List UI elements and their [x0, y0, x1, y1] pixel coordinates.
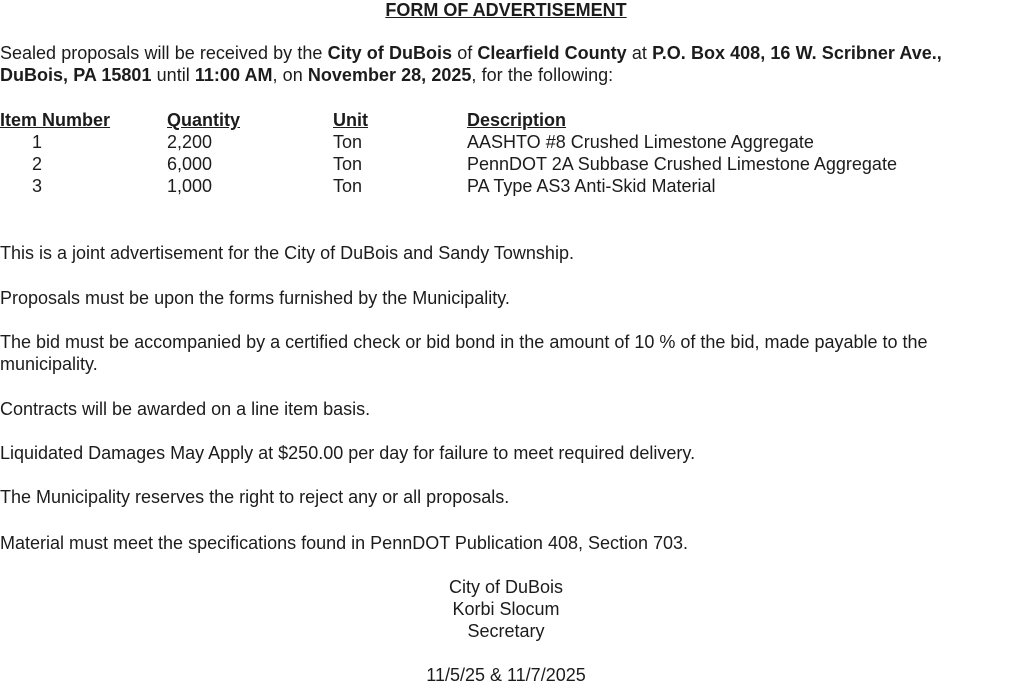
publication-dates: 11/5/25 & 11/7/2025 — [426, 665, 586, 685]
row-unit: Ton — [333, 154, 363, 174]
table-header-row — [0, 109, 1012, 131]
intro-city: City of DuBois — [327, 43, 452, 63]
signature-title: Secretary — [467, 621, 545, 641]
intro-time: 11:00 AM — [194, 65, 273, 85]
row-unit: Ton — [333, 176, 363, 196]
bid-bond-paragraph: The bid must be accompanied by a certified check or bid bond in the amount of 10 % of the bid, made payable to the municipality. — [0, 332, 928, 374]
row-description: PA Type AS3 Anti-Skid Material — [467, 176, 716, 196]
items-table — [0, 109, 1012, 197]
row-item-number: 1 — [32, 132, 43, 152]
intro-text-1: Sealed proposals will be received by the — [0, 43, 328, 63]
row-item-number: 3 — [32, 176, 43, 196]
table-row — [0, 175, 1012, 197]
row-quantity: 2,200 — [167, 132, 213, 152]
liquidated-damages-paragraph: Liquidated Damages May Apply at $250.00 per day for failure to meet required delivery. — [0, 443, 696, 463]
row-description: PennDOT 2A Subbase Crushed Limestone Aggregate — [467, 154, 897, 174]
row-description: AASHTO #8 Crushed Limestone Aggregate — [467, 132, 814, 152]
intro-text-2: of — [452, 43, 478, 63]
signature-block — [0, 576, 1012, 642]
signature-name: Korbi Slocum — [452, 599, 560, 619]
row-quantity: 6,000 — [167, 154, 213, 174]
intro-paragraph — [0, 42, 1012, 86]
intro-address: P.O. Box 408, 16 W. Scribner Ave., DuBois, PA 15801 — [0, 43, 942, 85]
reserve-rights-paragraph: The Municipality reserves the right to reject any or all proposals. — [0, 487, 510, 507]
header-description: Description — [467, 110, 567, 130]
row-quantity: 1,000 — [167, 176, 213, 196]
document-title: FORM OF ADVERTISEMENT — [385, 0, 627, 20]
row-item-number: 2 — [32, 154, 43, 174]
signature-organization: City of DuBois — [448, 577, 564, 597]
table-row — [0, 131, 1012, 153]
intro-date: November 28, 2025 — [307, 65, 472, 85]
intro-text-5: , on — [272, 65, 308, 85]
row-unit: Ton — [333, 132, 363, 152]
header-quantity: Quantity — [167, 110, 241, 130]
intro-text-6: , for the following: — [471, 65, 614, 85]
joint-advertisement-paragraph: This is a joint advertisement for the City of DuBois and Sandy Township. — [0, 243, 574, 263]
forms-paragraph: Proposals must be upon the forms furnished by the Municipality. — [0, 288, 510, 308]
material-specs-paragraph: Material must meet the specifications found in PennDOT Publication 408, Section 703. — [0, 533, 689, 553]
intro-text-4: until — [151, 65, 195, 85]
intro-text-3: at — [626, 43, 653, 63]
award-paragraph: Contracts will be awarded on a line item basis. — [0, 399, 371, 419]
intro-county: Clearfield County — [477, 43, 627, 63]
table-row — [0, 153, 1012, 175]
header-unit: Unit — [333, 110, 368, 130]
header-item-number: Item Number — [0, 110, 111, 130]
